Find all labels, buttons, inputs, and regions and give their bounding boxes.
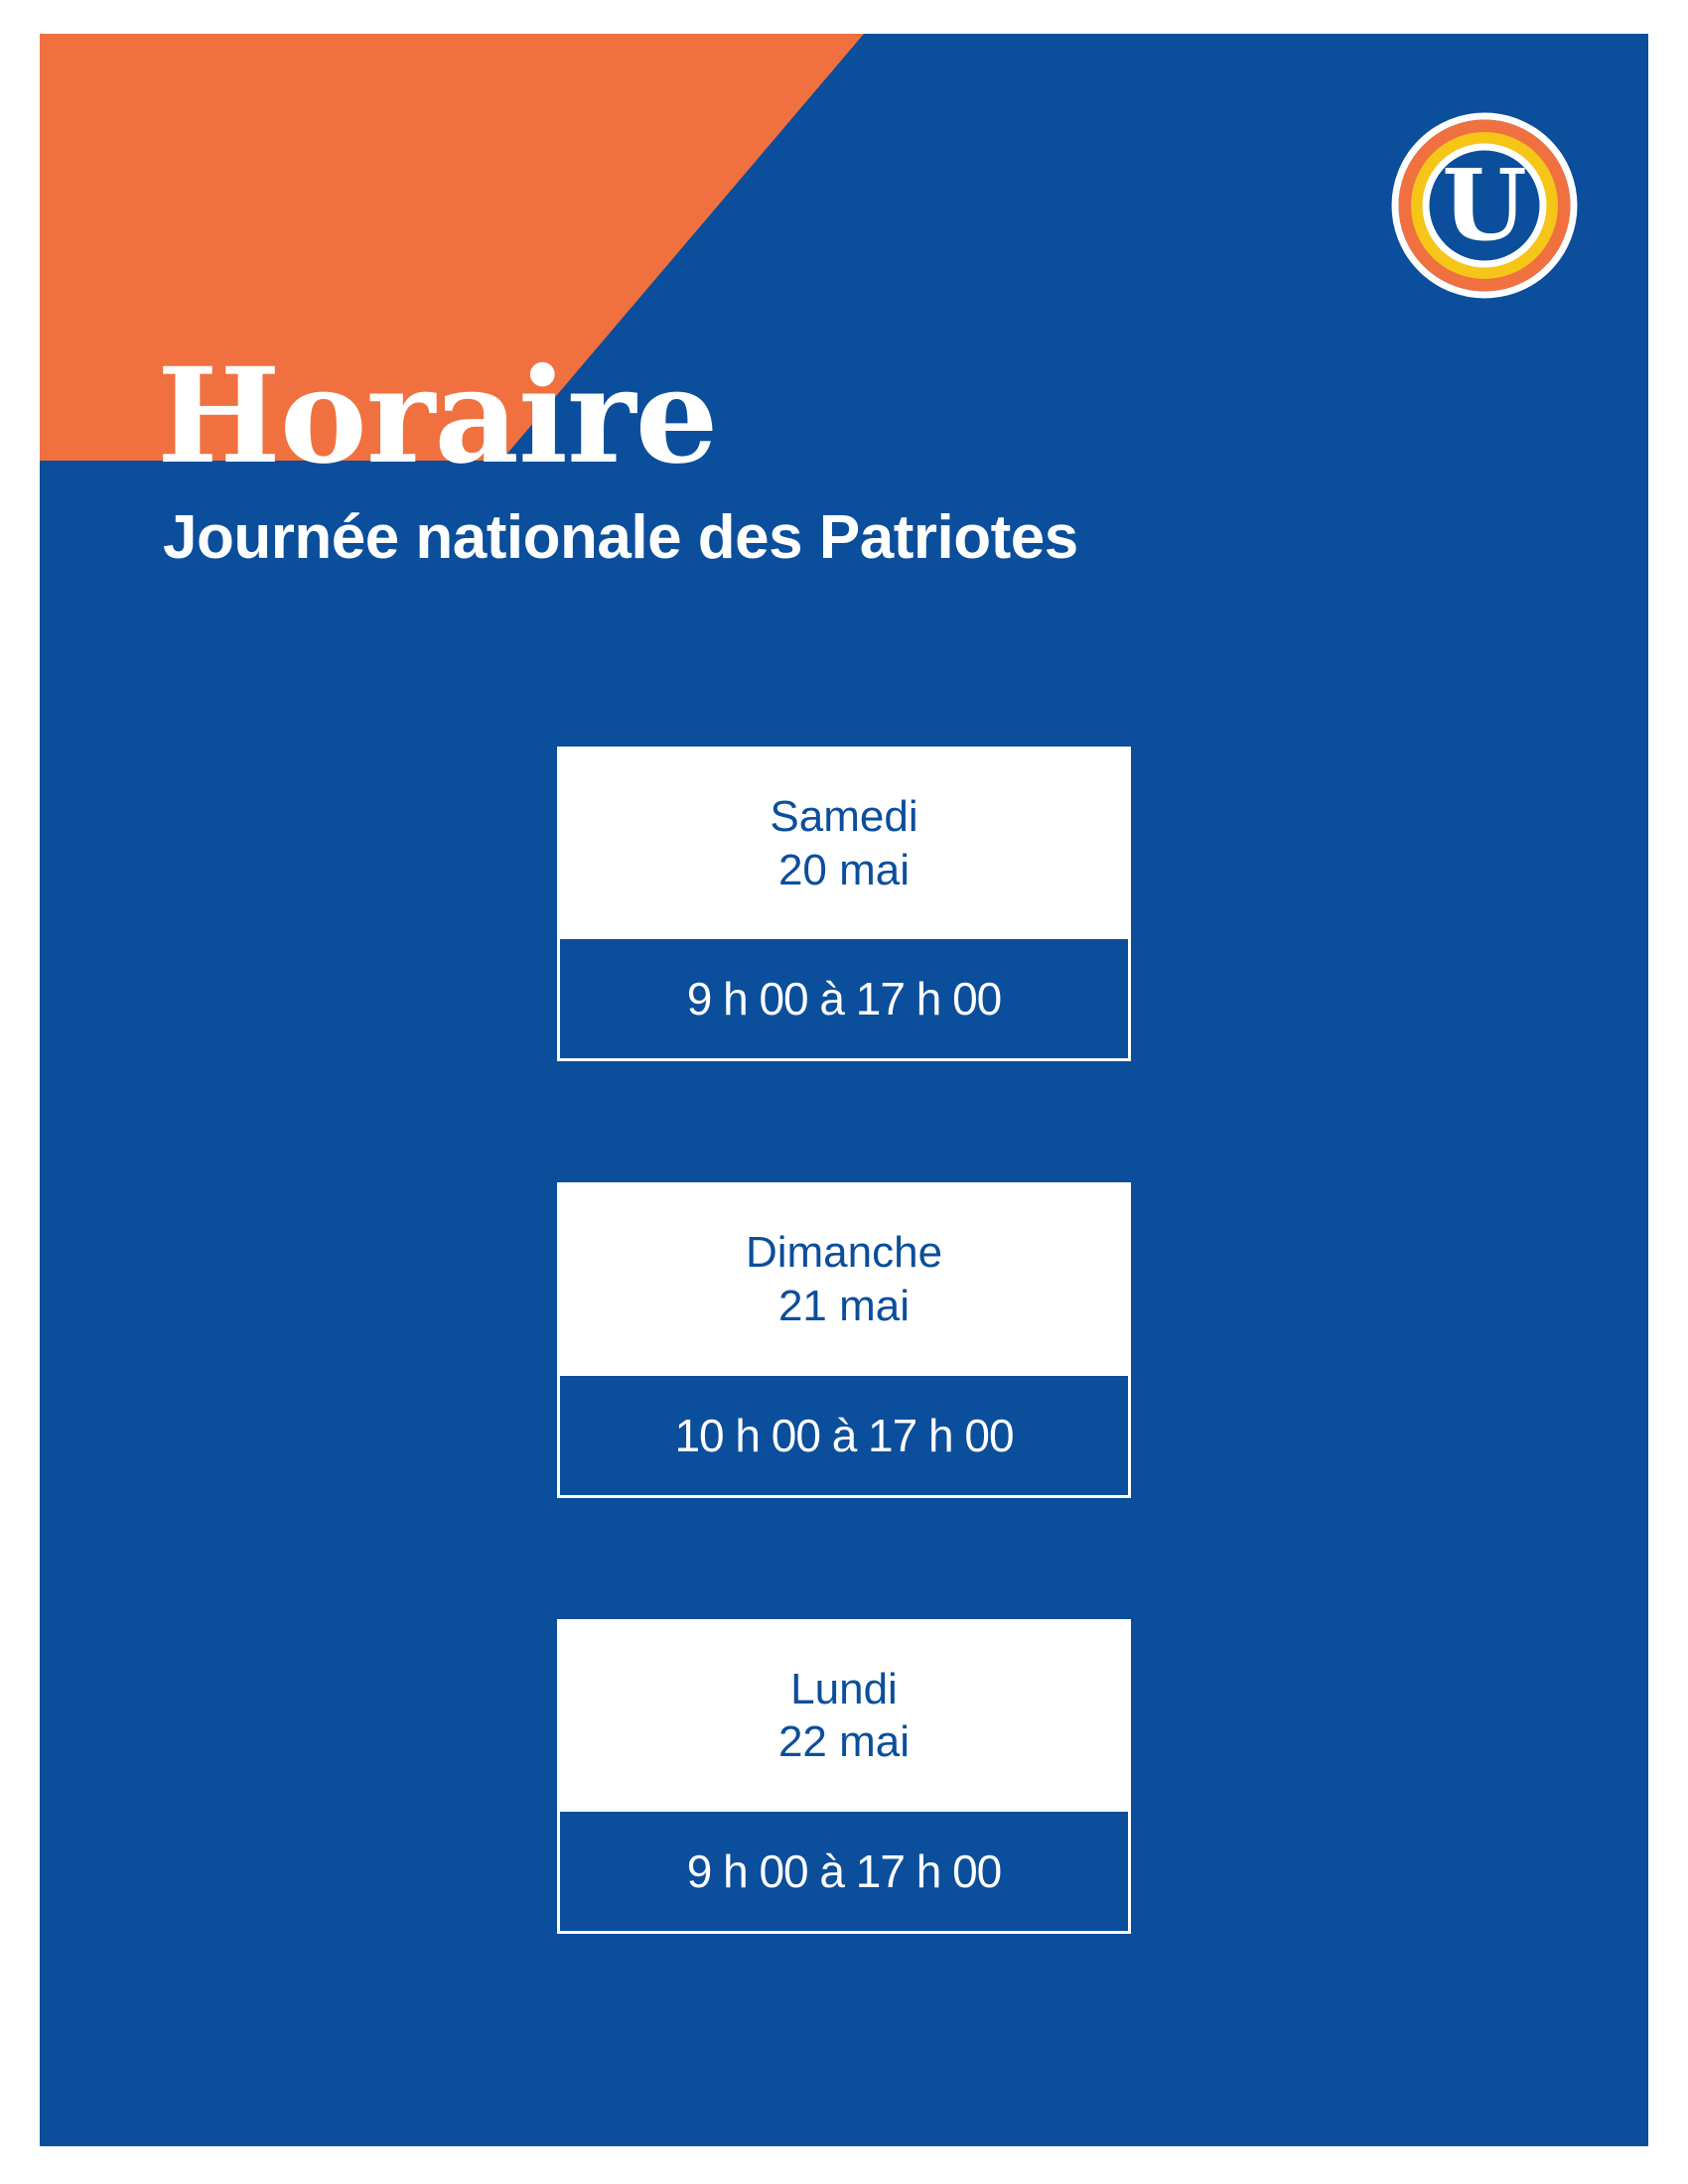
svg-text:U: U	[1442, 149, 1527, 263]
schedule-day-date: 20 mai	[777, 845, 911, 894]
schedule-day-date: 21 mai	[777, 1282, 911, 1331]
schedule-day-name: Lundi	[790, 1664, 898, 1713]
schedule-card	[557, 747, 1131, 1061]
schedule-card	[557, 1619, 1131, 1934]
schedule-card-day	[557, 1182, 1131, 1372]
schedule-card-day	[557, 1619, 1131, 1809]
schedule-day-name: Samedi	[770, 792, 918, 841]
schedule-list	[40, 747, 1648, 1934]
schedule-day-date: 22 mai	[777, 1717, 911, 1767]
page-title: Horaire	[157, 340, 718, 493]
poster	[40, 34, 1648, 2146]
schedule-card-hours: 10 h 00 à 17 h 00	[557, 1373, 1131, 1498]
schedule-card-hours: 9 h 00 à 17 h 00	[557, 936, 1131, 1061]
page-subtitle: Journée nationale des Patriotes	[163, 503, 1078, 572]
title-block	[157, 340, 1547, 572]
schedule-card	[557, 1182, 1131, 1497]
universite-laval-logo	[1390, 111, 1579, 300]
schedule-day-name: Dimanche	[745, 1228, 943, 1278]
schedule-card-hours: 9 h 00 à 17 h 00	[557, 1809, 1131, 1934]
schedule-card-day	[557, 747, 1131, 936]
